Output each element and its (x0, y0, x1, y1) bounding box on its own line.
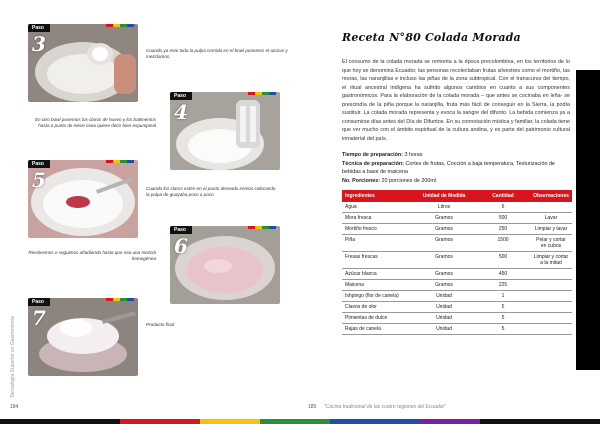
color-bar (106, 298, 134, 301)
step-number: 5 (32, 168, 46, 192)
unit-cell: Unidad (412, 291, 476, 302)
side-label: Tecnología Superior en Gastronomía (10, 316, 16, 398)
bar-segment (200, 419, 260, 424)
quantity-cell: 5 (476, 313, 530, 324)
step-7-caption: Producto final (146, 322, 175, 327)
notes-cell (530, 280, 572, 291)
ingredient-cell: Mortiño fresco (342, 224, 412, 235)
header-ingredientes: Ingredientes (342, 190, 412, 202)
table-row (342, 269, 572, 280)
quantity-cell: 1500 (476, 235, 530, 252)
recipe-title: Receta N°80 Colada Morada (342, 31, 521, 44)
notes-cell (530, 202, 572, 213)
step-number: 4 (174, 100, 188, 124)
table-row (342, 280, 572, 291)
ingredient-cell: Mora fresca (342, 213, 412, 224)
bar-segment (420, 419, 480, 424)
bar-segment (330, 419, 420, 424)
notes-cell: Limpiar y cortar a la mitad (530, 252, 572, 269)
step-6-photo (170, 226, 280, 304)
table-row (342, 252, 572, 269)
ingredient-cell: Maicena (342, 280, 412, 291)
notes-cell: Lavar (530, 213, 572, 224)
table-row (342, 313, 572, 324)
recipe-meta (342, 151, 570, 186)
quantity-cell: 450 (476, 269, 530, 280)
unit-cell: Gramos (412, 252, 476, 269)
table-row (342, 291, 572, 302)
technique-value: Cortes de frutas, Cocción a baja temperatura, Texturización de bebidas a base de maicena (342, 160, 555, 176)
prep-time-line (342, 151, 570, 160)
step-3-photo (28, 24, 138, 102)
quantity-cell: 6 (476, 202, 530, 213)
bar-segment (480, 419, 600, 424)
quantity-cell: 500 (476, 252, 530, 269)
prep-time-value: 3 horas (404, 152, 423, 158)
bottom-color-bar (0, 419, 600, 424)
ingredient-cell: Azúcar blanca (342, 269, 412, 280)
table-row (342, 324, 572, 335)
bar-segment (0, 419, 120, 424)
technique-line (342, 160, 570, 177)
bar-segment (120, 419, 200, 424)
notes-cell: Pelar y cortar en cubos (530, 235, 572, 252)
bar-segment (260, 419, 330, 424)
step-4-photo (170, 92, 280, 170)
notes-cell (530, 302, 572, 313)
technique-label: Técnica de preparación: (342, 160, 405, 167)
portions-value: 20 porciones de 200ml (381, 177, 437, 184)
table-row (342, 202, 572, 213)
portions-label: No. Porciones: (342, 177, 381, 184)
table-row (342, 224, 572, 235)
ingredient-cell: Ishpingo (flor de canela) (342, 291, 412, 302)
step-number: 3 (32, 32, 46, 56)
quantity-cell: 225 (476, 280, 530, 291)
color-bar (248, 226, 276, 229)
unit-cell: Litros (412, 202, 476, 213)
quantity-cell: 1 (476, 291, 530, 302)
notes-cell (530, 291, 572, 302)
notes-cell (530, 324, 572, 335)
portions-line (342, 177, 570, 186)
unit-cell: Unidad (412, 324, 476, 335)
ingredients-table (342, 190, 572, 335)
paso-tab: Paso (28, 160, 50, 168)
unit-cell: Unidad (412, 302, 476, 313)
color-bar (248, 92, 276, 95)
table-header-row (342, 190, 572, 202)
table-row (342, 302, 572, 313)
recipe-intro: El consumo de la colada morada se remonta a la época precolombina, en los territorios de lo que hoy se denomina Ecuador, las personas recolectaban frutas silvestres como el mortiño, las moras, las naranjillas e incluso las piñas de la zona subtropical. Con el transcurso del tiempo, el ritual ancestral indígena ha sufrido algunos cambios en cuanto a sus componentes gastronómicos. Para la elaboración de la colada morada – que antes se cocinaba en leña- se prescindía de la piña porque la naranjilla, fruta más fácil de conseguir en la Sierra, la podía sustituir. La colada morada representa y evoca la sangre del difunto. La bebida comienza ya a consumirse días antes del Día de Difuntos. En su connotación mística y familiar, la colada tiene que ver mucho con el ámbito espiritual de la cultura andina, y es parte del patrimonio cultural inmaterial del país. (342, 59, 570, 142)
ingredient-cell: Rajas de canela (342, 324, 412, 335)
step-5-photo (28, 160, 138, 238)
ingredient-cell: Pimientas de dulce (342, 313, 412, 324)
notes-cell: Limpiar y lavar (530, 224, 572, 235)
quantity-cell: 5 (476, 324, 530, 335)
header-observaciones: Observaciones (530, 190, 572, 202)
table-row (342, 235, 572, 252)
notes-cell (530, 269, 572, 280)
step-3-caption: Cuando ya este toda la pulpa cernida en el bowl ponemos el azúcar y mezclamos. (146, 48, 288, 59)
paso-tab: Paso (28, 298, 50, 306)
page-edge-block (576, 70, 600, 370)
step-6-caption: Revolvemos o seguimos añadiendo hasta que sea una mezcla homogénea (28, 250, 156, 261)
paso-tab: Paso (170, 92, 192, 100)
unit-cell: Gramos (412, 280, 476, 291)
footer-text: "Cocina tradicional de las cuatro regiones del Ecuador" (324, 404, 446, 410)
unit-cell: Gramos (412, 235, 476, 252)
prep-time-label: Tiempo de preparación: (342, 152, 404, 158)
notes-cell (530, 313, 572, 324)
step-5-caption: Cuando los claros estén en el punto deseado iremos colocando la pulpa de guayaba poco a poco (146, 186, 276, 197)
ingredient-cell: Fresas frescas (342, 252, 412, 269)
unit-cell: Unidad (412, 313, 476, 324)
paso-tab: Paso (28, 24, 50, 32)
unit-cell: Gramos (412, 224, 476, 235)
paso-tab: Paso (170, 226, 192, 234)
quantity-cell: 250 (476, 224, 530, 235)
step-7-photo (28, 298, 138, 376)
unit-cell: Gramos (412, 269, 476, 280)
color-bar (106, 160, 134, 163)
right-page-number: 185 (308, 404, 317, 410)
ingredient-cell: Agua (342, 202, 412, 213)
header-cantidad: Cantidad (476, 190, 530, 202)
step-4-caption: En otro bowl ponemos los claros de huevo y los batimentos hasta a punto de nieve osea quiere decir bien espumjanal (34, 117, 156, 128)
ingredient-cell: Piña (342, 235, 412, 252)
ingredient-cell: Clavos de olor (342, 302, 412, 313)
left-page-number: 184 (10, 404, 19, 410)
step-number: 6 (174, 234, 188, 258)
quantity-cell: 500 (476, 213, 530, 224)
quantity-cell: 5 (476, 302, 530, 313)
header-unidad: Unidad de Medida (412, 190, 476, 202)
table-row (342, 213, 572, 224)
step-number: 7 (32, 306, 46, 330)
unit-cell: Gramos (412, 213, 476, 224)
color-bar (106, 24, 134, 27)
